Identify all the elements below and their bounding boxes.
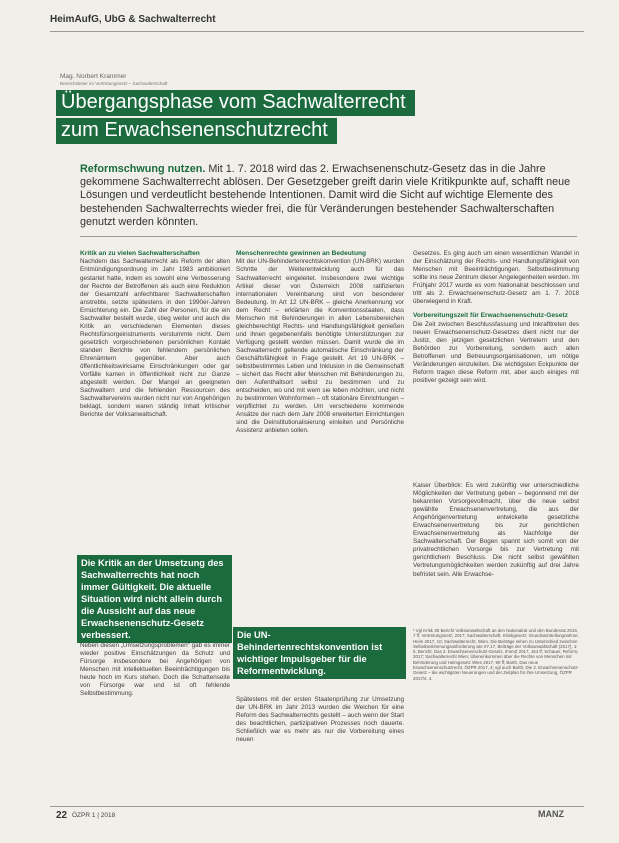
running-header: HeimAufG, UbG & Sachwalterrecht <box>50 14 216 25</box>
publisher-logo: MANZ <box>538 809 564 819</box>
column-3 <box>413 250 579 681</box>
lead-rule <box>80 236 577 237</box>
body-text: Spätestens mit der ersten Staatenprüfung zur Umsetzung der UN-BRK im Jahr 2013 wurden die Weichen für eine Reform des Sachwalterrechts gestellt – auch wenn der Start des beachtlichen, partizipativen Prozesses noch dauerte. Schließlich war es mehr als nur die Vorbereitung eines neuen <box>236 696 404 744</box>
footnote: ¹ Vgl Kritik zB Bericht Volksanwaltschaft an den Nationalrat und den Bundesrat 2015, 7 ff; Vertretungsnetz; 2017; Sachwalterschaft, Klinikgesetz; Grundsatzstellungnahme; Heim 2017, 10; Sachwalterrecht, Wien. Die Beiträge sehen zu Unterschied zwischen Selbstbestimmungsanforderung wie 07.17, Beiträge der Volksanwaltschaft (2017), 1-5; Bericht. Das 2. Erwachsenenschutz-Gesetz, iFamZ 2017, 164 ff; Schauer, Reform; 2017; Sachwalterrecht Wien; Übereinkommen über die Rechte von Menschen mit Behinderung und Heimgesetz Wien 2017, 90 ff; Barth, Das neue Erwachsenenschutzrecht, ÖZPR 2017, 4; vgl auch Barth, Die 2. Erwachsenenschutz-Gesetz – die wichtigsten Neuerungen und der Zeitplan für ihre Umsetzung, ÖZPR 2017/4, 4. <box>413 628 579 681</box>
footer-rule <box>50 806 584 807</box>
section-heading: Menschenrechte gewinnen an Bedeutung <box>236 250 367 257</box>
page-number: 22 <box>56 810 68 821</box>
issue-label: ÖZPR 1 | 2018 <box>72 812 116 819</box>
lead-bold: Reformschwung nutzen. <box>80 163 206 175</box>
body-text: Neben diesen „Umsetzungsproblemen“ gab es immer wieder positive Einschätzungen da Schutz und Fürsorge insbesondere bei Angehörigen von Menschen mit intellektuellen Beeinträchtigungen bis heute hoch im Kurs stehen. Doch die Schattenseite von Fürsorge war und ist oft fehlende Selbstbestimmung. <box>80 642 230 698</box>
pull-quote: Die Kritik an der Umsetzung des Sachwalterrechts hat noch immer Gültigkeit. Die aktuelle Situation wird nicht allein durch die Aussicht auf das neue Erwachsenenschutz-Gesetz verbessert. <box>77 555 232 643</box>
article-title <box>56 90 576 146</box>
author-affiliation: Bereichsleiter im Vertretungsnetz – Sachwalterschaft <box>60 81 168 86</box>
body-text: Mit der UN-Behindertenrechtskonvention (UN-BRK) wurden Schritte der Weiterentwicklung auch für das Sachwalterrecht eingeleitet. Insbesondere zwei wichtige Artikel dieser von Österreich 2008 ratifizierten internationalen Vereinbarung sind von besonderer Bedeutung. In Art 12 UN-BRK – gleiche Anerkennung vor dem Recht – erklärten die Konventionsstaaten, dass Menschen mit Behinderungen in allen Lebensbereichen gleichberechtigt Rechts- und Handlungsfähigkeit genießen und ihnen gegebenenfalls benötigte Unterstützungen zur Verfügung gestellt werden müssen. Damit wurde die im Sachwalterrecht geltende automatische Einschränkung der Geschäftsfähigkeit in Frage gestellt. Art 19 UN-BRK – selbstbestimmtes Leben und Inklusion in die Gemeinschaft – sichert das Recht aller Menschen mit Behinderungen zu, den Aufenthaltsort selbst zu bestimmen und zu entscheiden, wo und mit wem sie leben möchten, und nicht zu bestimmten Wohnformen – oft stationäre Einrichtungen – verpflichtet zu werden. Um verschiedene kommende Ansätze der nach dem Jahr 2008 erweiterten Einrichtungen sind die Deinstitutionalisierung einleiten und Persönliche Assistenz anbieten sollen. <box>236 258 404 435</box>
body-text: Die Zeit zwischen Beschlussfassung und Inkrafttreten des neuen Erwachsenenschutz-Gesetzes dient nicht nur der Justiz, den jetzigen gesetzlichen Vertretern und den Behörden zur Vorbereitung, sondern auch allen Betroffenen und Betreuungsorganisationen, um nötige Veränderungen einzuleiten. Die wichtigsten Eckpunkte der Reform tragen diese Reform mit, aber auch einiges mit positiver gezeigt sein wird. <box>413 320 579 385</box>
body-text: Nachdem das Sachwalterrecht als Reform der alten Entmündigungsordnung im Jahr 1983 ambitioniert gestartet hatte, indem es sowohl eine Verbesserung der Rechte der Betroffenen als auch eine Reduktion der Gesamtzahl anfechtbarer Sachwalterschaften anstrebte, setzte spätestens in den 1990er-Jahren Ernüchterung ein. Die Zahl der Personen, für die ein Sachwalter bestellt wurde, stieg weiter und auch die Kritik an verschiedenen Elementen dieses Rechtsfürsorgeinstruments verstummte nicht. Dem gesetzlich vorgeschriebenen persönlichen Kontakt standen Berichte von fehlendem persönlichen Ehrenämtern gegenüber. Aber auch öffentlichkeitswirksame Einschränkungen oder gar Vorfälle kamen in öffentlichkeit nicht zur Ganze abgestellt werden. Der Mangel an geeigneten Sachwaltern und die fehlenden Ressourcen des Sachwaltervereins wurden nicht nur von Angehörigen beklagt, sondern waren ständig Inhalt kritischer Berichte der Volksanwaltschaft. <box>80 258 230 419</box>
section-heading: Vorbereitungszeit für Erwachsenenschutz-Gesetz <box>413 312 568 320</box>
body-text: Kaiser Überblick: Es wird zukünftig vier unterschiedliche Möglichkeiten der Vertretung geben – begonnend mit der bekannten Vorsorgevollmacht, über die neue selbst gewählte Erwachsenenvertretung, die aus der Angehörigenvertretung entwickelte gesetzliche Erwachsenenvertretung bis zur gerichtlichen Erwachsenenvertretung als Nachfolge der Sachwalterschaft. Der Bogen spannt sich somit von der privatrechtlichen Vorsorge bis zur Vertretung mit gerichtlichem Beschluss. Die nicht selbst gewählten Vertretungsmöglichkeiten werden zukünftig auf drei Jahre befristet sein. Alle Erwachse- <box>413 482 579 578</box>
pull-quote: Die UN-Behindertenrechtskonvention ist wichtiger Impulsgeber für die Reformentwicklung. <box>233 627 406 679</box>
title-line-1: Übergangsphase vom Sachwalterrecht <box>56 90 415 116</box>
lead-paragraph <box>80 163 577 229</box>
author-name: Mag. Norbert Krammer <box>60 73 127 80</box>
section-heading: Kritik an zu vielen Sachwalterschaften <box>80 250 200 257</box>
title-line-2: zum Erwachsenenschutzrecht <box>56 118 337 144</box>
column-2 <box>236 250 404 744</box>
lead-text: Mit 1. 7. 2018 wird das 2. Erwachsenenschutz-Gesetz das in die Jahre gekommene Sachwalterrecht ablösen. Der Gesetzgeber greift darin viele Kritikpunkte auf, schafft neue Lösungen und verdeutlicht bestehende Intentionen. Damit wird die Sicht auf wichtige Elemente des bestehenden Sachwalterrechts wieder frei, die für Veränderungen bestehender Sachwalterschaften genutzt werden könnten. <box>80 163 571 228</box>
column-1 <box>80 250 230 698</box>
body-text: Gesetzes. Es ging auch um einen wesentlichen Wandel in der Einschätzung der Rechts- und Handlungsfähigkeit von Menschen mit Beeinträchtigungen. Selbstbestimmung sollte ins neue Zentrum dieser Angelegenheiten werden. Im Frühjahr 2017 wurde es vom Nationalrat beschlossen und tritt als 2. Erwachsenenschutz-Gesetz am 1. 7. 2018 überwiegend in Kraft. <box>413 250 579 306</box>
header-rule <box>50 31 584 32</box>
